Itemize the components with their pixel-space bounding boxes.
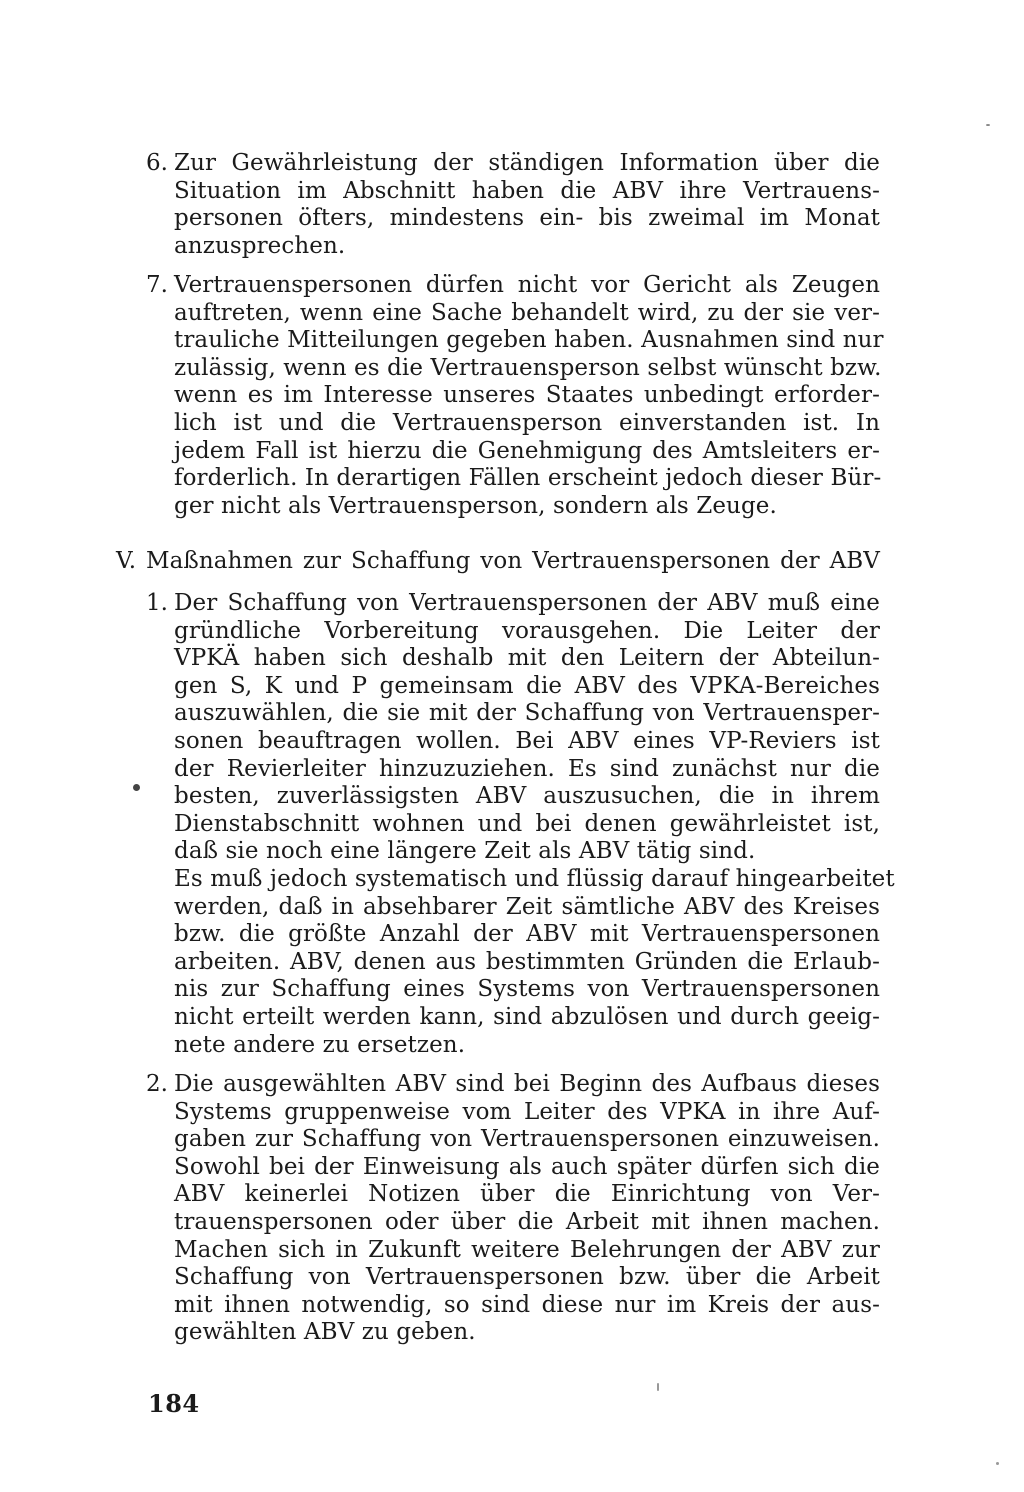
text-line: anzusprechen. bbox=[174, 232, 346, 259]
text-line: gründliche Vorbereitung vorausgehen. Die Leiter der bbox=[174, 617, 880, 644]
text-line: Dienstabschnitt wohnen und bei denen gewährleistet ist, bbox=[174, 810, 880, 837]
text-line: zulässig, wenn es die Vertrauensperson selbst wünscht bzw. bbox=[174, 354, 882, 381]
scan-speck bbox=[986, 124, 990, 126]
text-line: ger nicht als Vertrauensperson, sondern als Zeuge. bbox=[174, 492, 777, 519]
text-line: personen öfters, mindestens ein- bis zweimal im Monat bbox=[174, 205, 880, 231]
text-line: ABV keinerlei Notizen über die Einrichtung von Ver- bbox=[174, 1181, 880, 1208]
scan-speck bbox=[996, 1462, 999, 1465]
text-line: forderlich. In derartigen Fällen erscheint jedoch dieser Bür- bbox=[174, 465, 882, 492]
text-line: Zur Gewährleistung der ständigen Information über die bbox=[174, 150, 880, 176]
text-line: Situation im Abschnitt haben die ABV ihre Vertrauens- bbox=[174, 177, 880, 204]
text-line: mit ihnen notwendig, so sind diese nur im Kreis der aus- bbox=[174, 1291, 880, 1318]
text-line: lich ist und die Vertrauensperson einverstanden ist. In bbox=[174, 410, 880, 436]
text-line: Es muß jedoch systematisch und flüssig darauf hingearbeitet bbox=[174, 866, 895, 892]
text-line: trauliche Mitteilungen gegeben haben. Ausnahmen sind nur bbox=[174, 327, 884, 354]
page-number: 184 bbox=[148, 1389, 200, 1418]
text-line: sonen beauftragen wollen. Bei ABV eines VP-Reviers ist bbox=[174, 728, 880, 754]
item-number: 2. bbox=[146, 1071, 168, 1097]
text-line: VPKÄ haben sich deshalb mit den Leitern der Abteilun- bbox=[174, 645, 880, 672]
text-line: Systems gruppenweise vom Leiter des VPKA in ihre Auf- bbox=[174, 1098, 880, 1125]
scan-speck bbox=[133, 784, 140, 791]
text-line: auszuwählen, die sie mit der Schaffung von Vertrauensper- bbox=[174, 700, 880, 727]
text-line: Sowohl bei der Einweisung als auch später dürfen sich die bbox=[174, 1153, 880, 1180]
text-line: trauenspersonen oder über die Arbeit mit ihnen machen. bbox=[174, 1209, 880, 1235]
item-number: 7. bbox=[146, 272, 168, 298]
text-line: gen S, K und P gemeinsam die ABV des VPKA-Bereiches bbox=[174, 672, 880, 699]
item-number: 1. bbox=[146, 590, 168, 616]
text-line: der Revierleiter hinzuzuziehen. Es sind zunächst nur die bbox=[174, 755, 880, 782]
text-line: gewählten ABV zu geben. bbox=[174, 1319, 476, 1346]
text-line: Machen sich in Zukunft weitere Belehrungen der ABV zur bbox=[174, 1236, 880, 1263]
text-line: besten, zuverlässigsten ABV auszusuchen, die in ihrem bbox=[174, 783, 880, 810]
text-line: Vertrauenspersonen dürfen nicht vor Gericht als Zeugen bbox=[174, 272, 880, 298]
text-line: Schaffung von Vertrauenspersonen bzw. über die Arbeit bbox=[174, 1264, 880, 1291]
text-line: arbeiten. ABV, denen aus bestimmten Gründen die Erlaub- bbox=[174, 948, 880, 975]
text-line: nis zur Schaffung eines Systems von Vertrauenspersonen bbox=[174, 976, 880, 1003]
text-line: nicht erteilt werden kann, sind abzulösen und durch geeig- bbox=[174, 1004, 880, 1030]
text-line: Die ausgewählten ABV sind bei Beginn des Aufbaus dieses bbox=[174, 1071, 880, 1097]
scan-speck bbox=[657, 1383, 659, 1391]
text-line: Der Schaffung von Vertrauenspersonen der ABV muß eine bbox=[174, 590, 880, 616]
text-line: bzw. die größte Anzahl der ABV mit Vertrauenspersonen bbox=[174, 921, 880, 948]
text-line: nete andere zu ersetzen. bbox=[174, 1031, 466, 1058]
text-line: jedem Fall ist hierzu die Genehmigung des Amtsleiters er- bbox=[174, 437, 880, 464]
text-line: wenn es im Interesse unseres Staates unbedingt erforder- bbox=[174, 382, 880, 409]
text-line: auftreten, wenn eine Sache behandelt wird, zu der sie ver- bbox=[174, 299, 880, 326]
text-line: gaben zur Schaffung von Vertrauenspersonen einzuweisen. bbox=[174, 1126, 880, 1153]
text-line: werden, daß in absehbarer Zeit sämtliche ABV des Kreises bbox=[174, 893, 880, 920]
section-heading-text: V. Maßnahmen zur Schaffung von Vertrauenspersonen der ABV bbox=[116, 548, 880, 574]
text-line: daß sie noch eine längere Zeit als ABV tätig sind. bbox=[174, 838, 756, 865]
item-number: 6. bbox=[146, 150, 168, 176]
